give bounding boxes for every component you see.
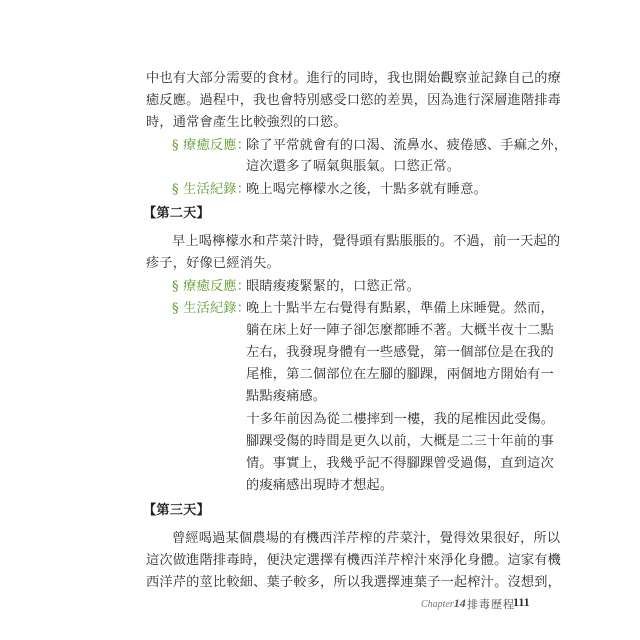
body-text-line: 疹子，好像已經消失。 [146,256,280,271]
healing-reaction-text: 除了平常就會有的口渴、流鼻水、疲倦感、手痲之外， [246,138,568,153]
chapter-word: Chapter [421,599,454,610]
life-log-text: 晚上十點半左右覺得有點累，準備上床睡覺。然而， [246,301,554,316]
life-log-text: 的痠痛感出現時才想起。 [246,478,394,493]
life-log-text: 情。事實上，我幾乎記不得腳踝曾受過傷，直到這次 [246,456,554,471]
healing-reaction-text: 眼睛痠痠緊緊的，口慾正常。 [246,279,421,294]
chapter-label [421,596,466,611]
page-number: 111 [513,595,530,609]
body-text-line: 癒反應。過程中，我也會特別感受口慾的差異，因為進行深層進階排毒 [146,93,562,108]
body-text-line: 中也有大部分需要的食材。進行的同時，我也開始觀察並記錄自己的療 [146,71,562,86]
healing-reaction-label: § 療癒反應： [172,138,251,153]
day-two-heading: 【第二天】 [143,206,210,221]
healing-reaction-label: § 療癒反應： [172,279,251,294]
chapter-number: 14 [453,596,466,610]
body-text-line: 西洋芹的莖比較細、葉子較多，所以我選擇連葉子一起榨汁。沒想到， [146,575,562,590]
body-text-line: 曾經喝過某個農場的有機西洋芹榨的芹菜汁，覺得效果很好，所以 [172,531,561,546]
life-log-label: § 生活紀錄： [172,301,251,316]
life-log-label: § 生活紀錄： [172,182,251,197]
body-text-line: 時，通常會產生比較強烈的口慾。 [146,115,347,130]
life-log-text: 十多年前因為從二樓摔到一樓，我的尾椎因此受傷。 [233,412,555,427]
chapter-title: 排毒歷程 [467,598,515,611]
body-text-line: 早上喝檸檬水和芹菜汁時，覺得頭有點脹脹的。不過，前一天起的 [172,234,561,249]
day-three-heading: 【第三天】 [143,503,210,518]
healing-reaction-text: 這次還多了嗝氣與脹氣。口慾正常。 [246,159,461,174]
life-log-text: 躺在床上好一陣子卻怎麼都睡不著。大概半夜十二點 [246,323,554,338]
life-log-text: 點點痠痛感。 [246,389,327,404]
life-log-text: 腳踝受傷的時間是更久以前，大概是二三十年前的事 [246,434,554,449]
life-log-text: 晚上喝完檸檬水之後，十點多就有睡意。 [246,182,487,197]
body-text-line: 這次做進階排毒時，便決定選擇有機西洋芹榨汁來淨化身體。這家有機 [146,553,562,568]
life-log-text: 尾椎，第二個部位在左腳的腳踝，兩個地方開始有一 [246,367,554,382]
life-log-text: 左右，我發現身體有一些感覺，第一個部位是在我的 [246,345,554,360]
